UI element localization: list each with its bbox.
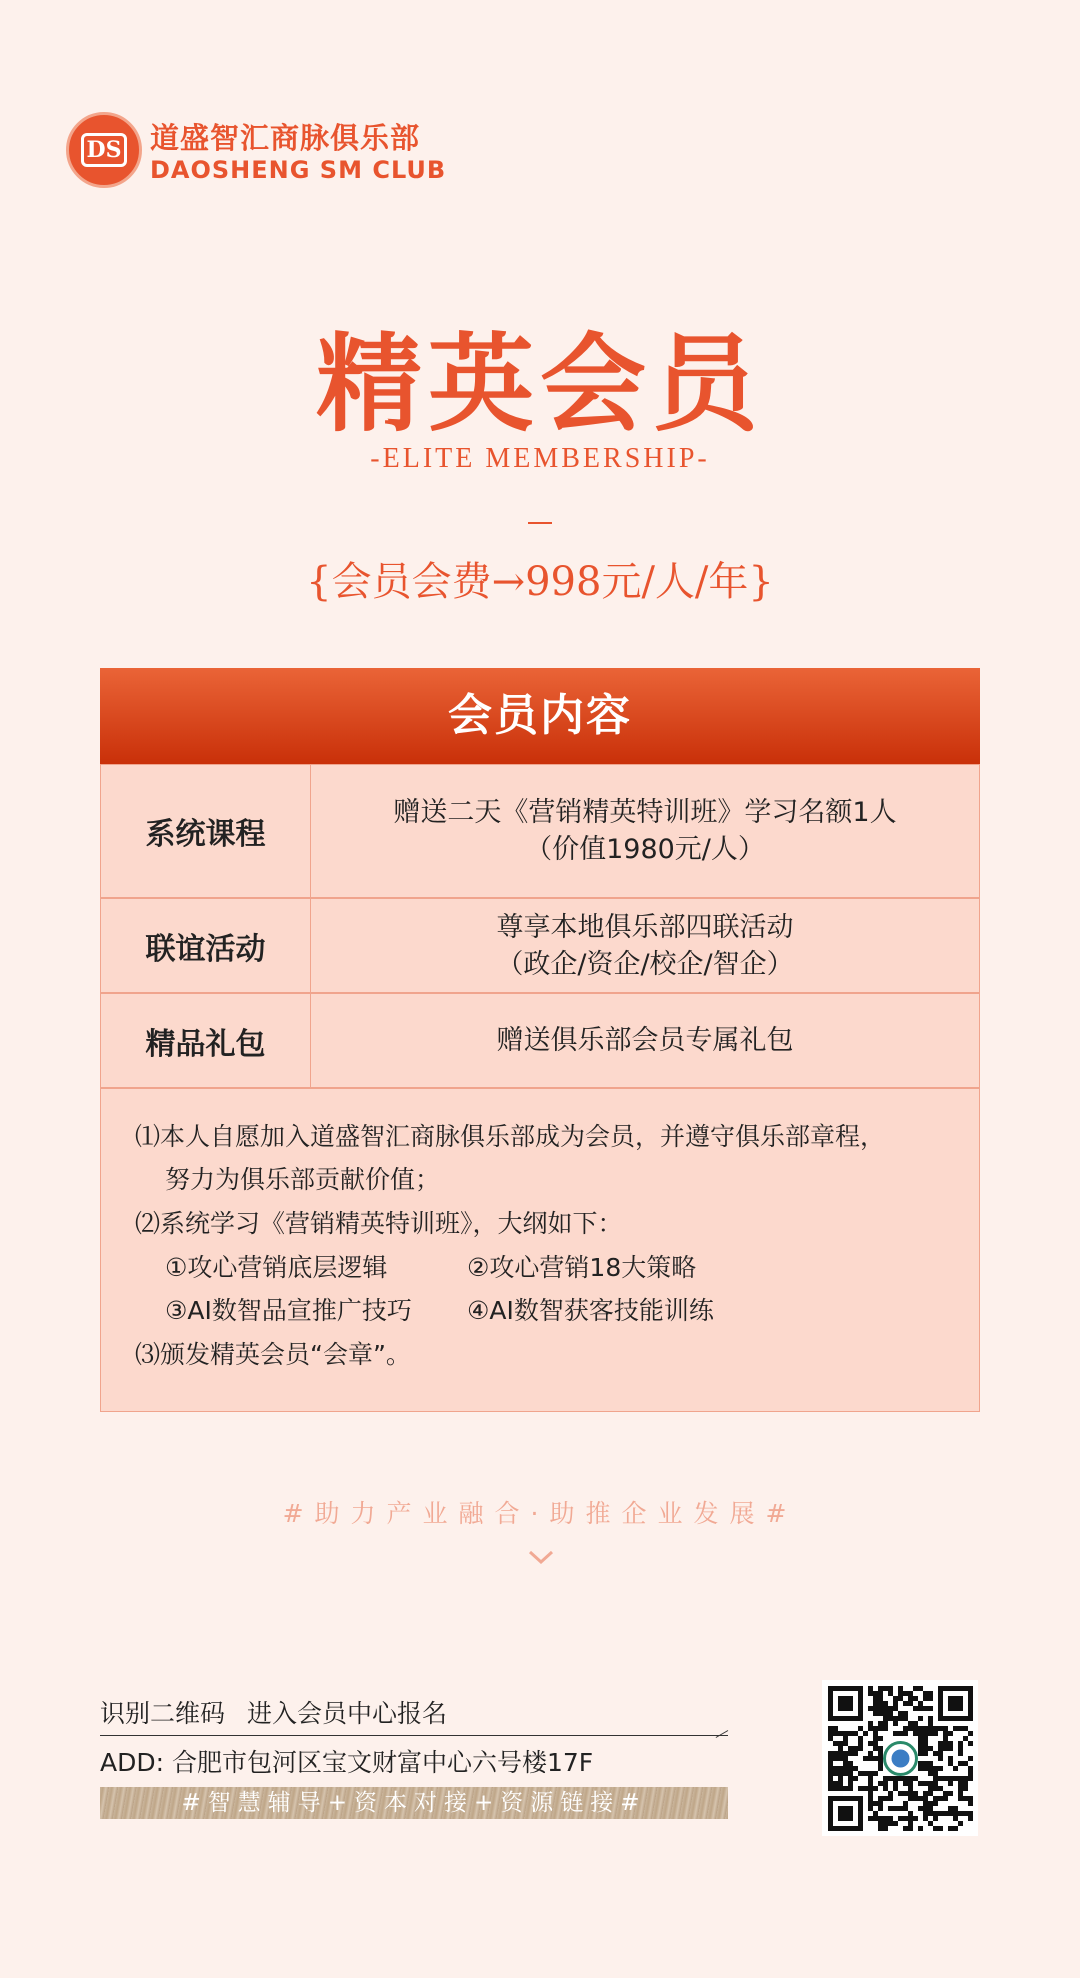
row-value-line: 尊享本地俱乐部四联活动 — [496, 911, 794, 943]
scan-prompt-b: 进入会员中心报名 — [247, 1699, 448, 1728]
scan-prompt — [100, 1694, 469, 1730]
content-row-activity — [100, 898, 980, 993]
row-label: 精品礼包 — [101, 994, 311, 1087]
note-line: ⑵系统学习《营销精英特训班》，大纲如下： — [135, 1209, 623, 1238]
club-logo — [66, 112, 447, 194]
footer-divider — [100, 1735, 728, 1736]
outline-item: ②攻心营销18大策略 — [467, 1253, 697, 1282]
content-row-gift — [100, 993, 980, 1088]
outline-item: ①攻心营销底层逻辑 — [165, 1253, 388, 1282]
content-row-course — [100, 764, 980, 898]
note-line: ⑴本人自愿加入道盛智汇商脉俱乐部成为会员，并遵守俱乐部章程， — [135, 1122, 886, 1151]
note-line: ⑶颁发精英会员“会章”。 — [135, 1340, 411, 1369]
logo-badge-icon — [66, 112, 142, 188]
logo-name-en: DAOSHENG SM CLUB — [150, 156, 447, 184]
membership-content-panel — [100, 668, 980, 1412]
note-line: 努力为俱乐部贡献价值； — [165, 1165, 441, 1194]
address: ADD: 合肥市包河区宝文财富中心六号楼17F — [100, 1748, 594, 1777]
panel-header: 会员内容 — [100, 668, 980, 764]
membership-fee: {会员会费→998元/人/年} — [306, 559, 774, 605]
logo-mark: DS — [81, 133, 127, 167]
qr-code-icon[interactable] — [822, 1680, 978, 1836]
membership-notes — [100, 1088, 980, 1412]
row-value-line: （政企/资企/校企/智企） — [496, 948, 794, 980]
page-title: 精英会员 — [316, 321, 764, 446]
service-strip: #智慧辅导+资本对接+资源链接# — [100, 1787, 728, 1819]
row-value-line: 赠送俱乐部会员专属礼包 — [496, 1025, 794, 1056]
slogan: #助力产业融合·助推企业发展# — [282, 1499, 798, 1528]
row-label: 联谊活动 — [101, 899, 311, 992]
row-label: 系统课程 — [101, 765, 311, 897]
scan-prompt-a: 识别二维码 — [100, 1699, 226, 1728]
outline-item: ③AI数智品宣推广技巧 — [165, 1296, 412, 1325]
divider-dash — [528, 522, 552, 524]
footer-divider-tick — [716, 1730, 729, 1738]
logo-name-cn: 道盛智汇商脉俱乐部 — [150, 121, 421, 155]
page-subtitle: -ELITE MEMBERSHIP- — [370, 443, 710, 474]
row-value-line: （价值1980元/人） — [525, 834, 765, 865]
row-value — [311, 765, 979, 897]
row-value — [311, 899, 979, 992]
outline-item: ④AI数智获客技能训练 — [467, 1296, 714, 1325]
chevron-down-icon — [528, 1549, 554, 1568]
row-value — [311, 994, 979, 1087]
row-value-line: 赠送二天《营销精英特训班》学习名额1人 — [393, 797, 897, 828]
